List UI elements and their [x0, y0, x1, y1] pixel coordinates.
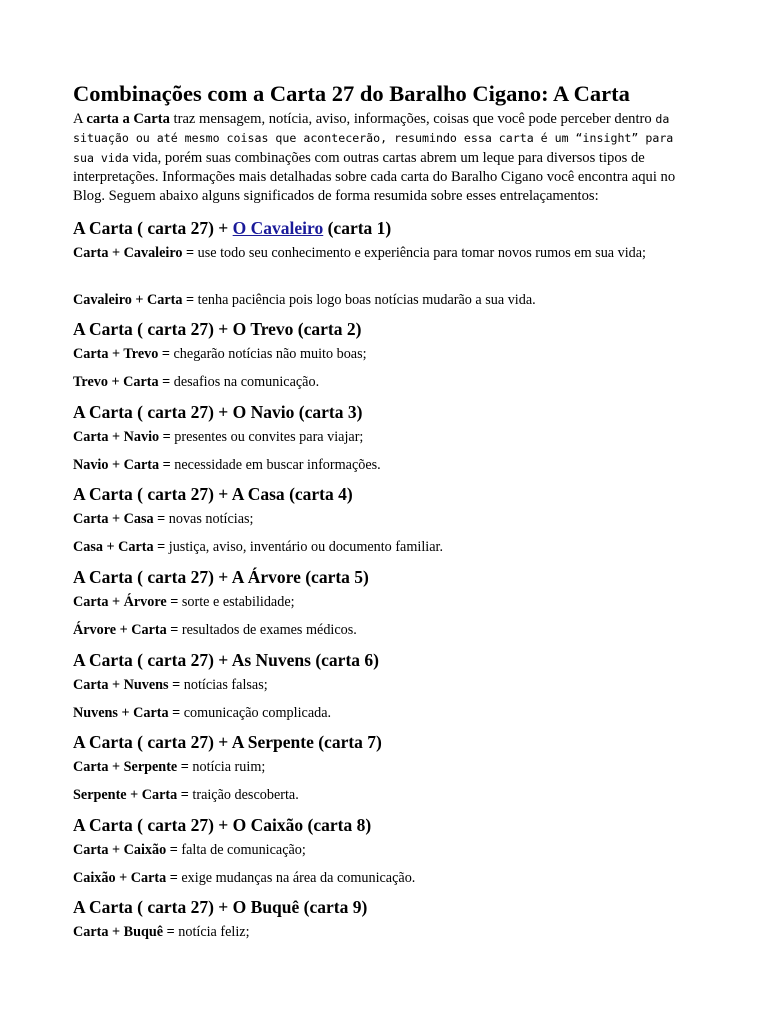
section-heading-4 [73, 483, 353, 505]
combo-line-1a [73, 244, 673, 264]
combo-label: Carta + Navio = [73, 429, 171, 445]
combo-line-4b [73, 538, 673, 558]
intro-text-2: traz mensagem, notícia, aviso, informações, coisas que você pode perceber dentro [169, 111, 656, 127]
combo-label: Carta + Caixão = [73, 842, 178, 858]
section-heading-6 [73, 649, 379, 671]
combo-text: necessidade em buscar informações. [170, 457, 381, 473]
combo-label: Casa + Carta = [73, 539, 166, 555]
combo-text: falta de comunicação; [177, 842, 306, 858]
link-o-cavaleiro[interactable]: O Cavaleiro [232, 218, 324, 238]
combo-text: exige mudanças na área da comunicação. [177, 870, 416, 886]
combo-label: Trevo + Carta = [73, 374, 171, 390]
combo-text: tenha paciência pois logo boas notícias mudarão a sua vida. [194, 292, 536, 308]
heading-prefix: A Carta ( carta 27) + [73, 319, 233, 339]
section-heading-2 [73, 318, 361, 340]
combo-line-5b [73, 621, 673, 641]
combo-label: Carta + Casa = [73, 511, 166, 527]
heading-card-name: O Navio [232, 402, 295, 422]
combo-label: Carta + Trevo = [73, 346, 170, 362]
combo-line-9a [73, 923, 673, 943]
combo-label: Cavaleiro + Carta = [73, 292, 195, 308]
combo-text: notícias falsas; [180, 677, 268, 693]
heading-suffix: (carta 9) [299, 897, 368, 917]
heading-prefix: A Carta ( carta 27) + [73, 484, 232, 504]
heading-prefix: A Carta ( carta 27) + [73, 815, 233, 835]
combo-line-2b [73, 373, 673, 393]
heading-suffix: (carta 4) [284, 484, 353, 504]
combo-text: novas notícias; [165, 511, 254, 527]
section-heading-9 [73, 896, 367, 918]
combo-label: Navio + Carta = [73, 457, 171, 473]
combo-label: Nuvens + Carta = [73, 705, 181, 721]
combo-text: comunicação complicada. [180, 705, 332, 721]
heading-suffix: (carta 5) [300, 567, 369, 587]
combo-text: notícia feliz; [174, 924, 250, 940]
combo-line-1b [73, 291, 673, 311]
intro-bold: carta a Carta [86, 111, 170, 127]
heading-card-name: A Árvore [231, 567, 301, 587]
combo-label: Carta + Árvore = [73, 594, 179, 610]
intro-text-3: vida, porém suas combinações com outras cartas abrem um leque para diversos tipos de interpretações. Informações mais detalhadas sobre cada carta do Baralho Cigano você encontra aqui no Blog. Seguem abaixo alguns significados de forma resumida sobre esses entrelaçamentos: [73, 149, 676, 205]
heading-card-name: O Trevo [232, 319, 294, 339]
heading-suffix: (carta 2) [293, 319, 362, 339]
section-heading-3 [73, 401, 362, 423]
heading-suffix: (carta 3) [294, 402, 363, 422]
intro-text-1: A [73, 111, 87, 127]
heading-suffix: (carta 1) [323, 218, 392, 238]
heading-prefix: A Carta ( carta 27) + [73, 402, 233, 422]
combo-text: presentes ou convites para viajar; [170, 429, 364, 445]
intro-paragraph [73, 110, 699, 206]
heading-suffix: (carta 8) [303, 815, 372, 835]
heading-card-name: As Nuvens [231, 650, 311, 670]
combo-line-4a [73, 510, 673, 530]
combo-text: use todo seu conhecimento e experiência para tomar novos rumos em sua vida; [194, 245, 646, 261]
combo-label: Caixão + Carta = [73, 870, 178, 886]
heading-card-name: O Caixão [232, 815, 304, 835]
section-heading-7 [73, 731, 382, 753]
heading-card-name: A Serpente [231, 732, 314, 752]
combo-line-8a [73, 841, 673, 861]
combo-line-8b [73, 869, 673, 889]
combo-text: notícia ruim; [188, 759, 266, 775]
heading-prefix: A Carta ( carta 27) + [73, 218, 233, 238]
heading-suffix: (carta 7) [313, 732, 382, 752]
combo-text: desafios na comunicação. [170, 374, 320, 390]
combo-line-7b [73, 786, 673, 806]
combo-line-3b [73, 456, 673, 476]
combo-label: Carta + Buquê = [73, 924, 175, 940]
combo-text: resultados de exames médicos. [178, 622, 357, 638]
combo-text: chegarão notícias não muito boas; [169, 346, 367, 362]
combo-text: traição descoberta. [188, 787, 299, 803]
intro-mono-text: da situação ou até mesmo coisas que acontecerão, resumindo essa carta é um “insight” para sua vida [73, 112, 674, 165]
combo-label: Árvore + Carta = [73, 622, 179, 638]
combo-label: Carta + Serpente = [73, 759, 189, 775]
section-heading-1 [73, 217, 391, 239]
combo-label: Carta + Cavaleiro = [73, 245, 195, 261]
combo-text: sorte e estabilidade; [178, 594, 295, 610]
heading-card-name: A Casa [231, 484, 285, 504]
heading-suffix: (carta 6) [310, 650, 379, 670]
combo-line-6b [73, 704, 673, 724]
combo-line-2a [73, 345, 673, 365]
heading-prefix: A Carta ( carta 27) + [73, 897, 233, 917]
combo-label: Carta + Nuvens = [73, 677, 181, 693]
combo-line-6a [73, 676, 673, 696]
section-heading-8 [73, 814, 371, 836]
heading-card-name: O Buquê [232, 897, 300, 917]
heading-prefix: A Carta ( carta 27) + [73, 650, 232, 670]
combo-line-5a [73, 593, 673, 613]
combo-label: Serpente + Carta = [73, 787, 189, 803]
heading-prefix: A Carta ( carta 27) + [73, 732, 232, 752]
combo-text: justiça, aviso, inventário ou documento familiar. [165, 539, 443, 555]
combo-line-3a [73, 428, 673, 448]
heading-prefix: A Carta ( carta 27) + [73, 567, 232, 587]
page-title: Combinações com a Carta 27 do Baralho Cigano: A Carta [73, 81, 630, 106]
section-heading-5 [73, 566, 369, 588]
combo-line-7a [73, 758, 673, 778]
